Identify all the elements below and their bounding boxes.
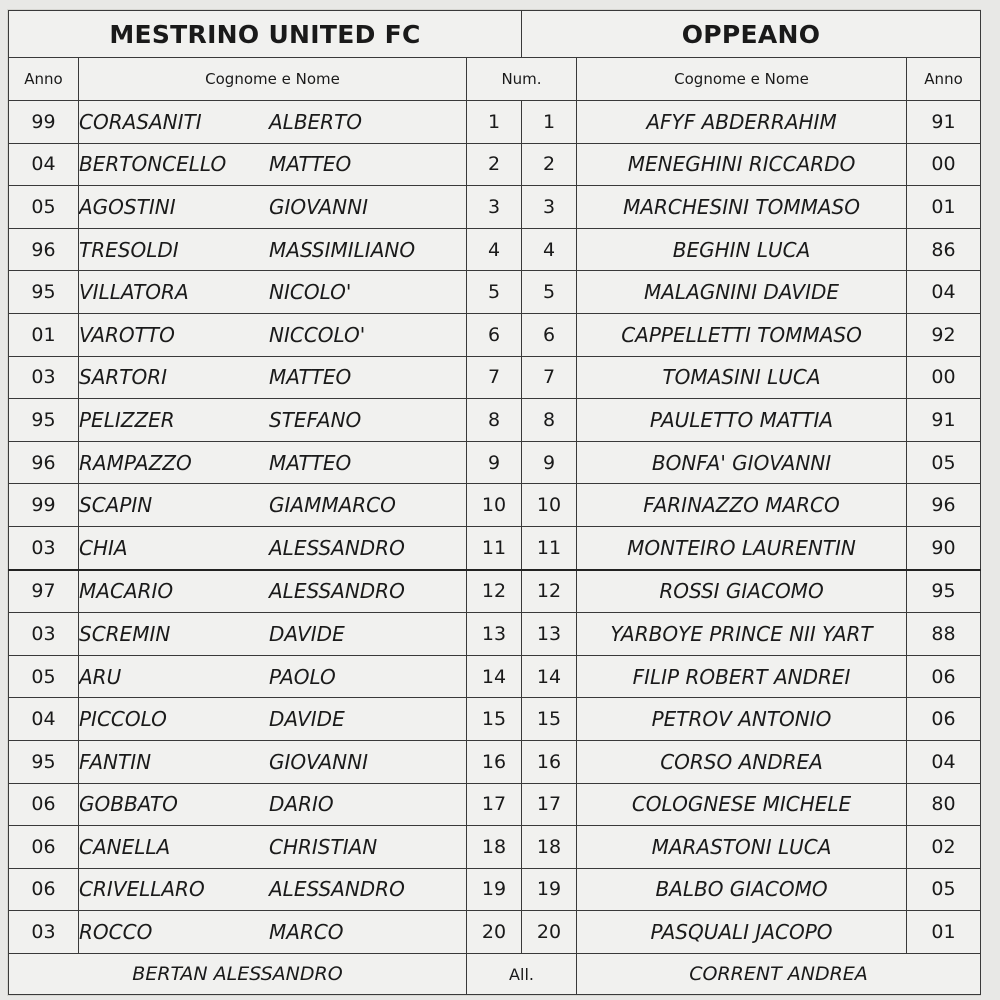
- away-coach: CORRENT ANDREA: [577, 954, 981, 995]
- home-player-year: 96: [9, 228, 79, 271]
- home-player-year: 99: [9, 484, 79, 527]
- away-player-name: BALBO GIACOMO: [577, 868, 907, 911]
- away-player-name: TOMASINI LUCA: [577, 356, 907, 399]
- away-player-number: 13: [522, 613, 577, 656]
- away-player-number: 9: [522, 441, 577, 484]
- away-player-number: 3: [522, 186, 577, 229]
- home-player-firstname: ALESSANDRO: [269, 877, 405, 902]
- away-player-year: 86: [907, 228, 981, 271]
- home-player-number: 14: [467, 655, 522, 698]
- away-player-number: 20: [522, 911, 577, 954]
- home-player-name: [79, 101, 467, 144]
- home-player-surname: FANTIN: [79, 749, 152, 774]
- home-player-name: [79, 484, 467, 527]
- home-player-number: 9: [467, 441, 522, 484]
- away-player-year: 80: [907, 783, 981, 826]
- home-player-firstname: MATTEO: [269, 152, 352, 177]
- home-player-surname: CORASANITI: [79, 109, 202, 134]
- home-player-surname: SARTORI: [79, 365, 168, 390]
- home-player-surname: BERTONCELLO: [79, 152, 227, 177]
- lineup-sheet: [8, 10, 980, 995]
- home-player-firstname: ALESSANDRO: [269, 535, 405, 560]
- home-player-year: 95: [9, 740, 79, 783]
- away-player-number: 2: [522, 143, 577, 186]
- home-player-year: 06: [9, 826, 79, 869]
- home-player-name: [79, 655, 467, 698]
- home-player-firstname: MASSIMILIANO: [269, 237, 416, 262]
- home-player-name: [79, 271, 467, 314]
- home-player-firstname: NICCOLO': [269, 322, 366, 347]
- away-player-name: CAPPELLETTI TOMMASO: [577, 313, 907, 356]
- away-player-name: COLOGNESE MICHELE: [577, 783, 907, 826]
- team-header-row: [9, 11, 981, 58]
- home-player-number: 19: [467, 868, 522, 911]
- home-player-number: 2: [467, 143, 522, 186]
- player-row: [9, 526, 981, 569]
- player-row: [9, 399, 981, 442]
- home-player-number: 7: [467, 356, 522, 399]
- player-row: [9, 484, 981, 527]
- player-row: [9, 698, 981, 741]
- home-player-year: 03: [9, 613, 79, 656]
- away-player-year: 96: [907, 484, 981, 527]
- player-row: [9, 228, 981, 271]
- player-list: [9, 101, 981, 954]
- away-player-name: PASQUALI JACOPO: [577, 911, 907, 954]
- away-player-year: 01: [907, 911, 981, 954]
- away-player-year: 88: [907, 613, 981, 656]
- away-player-number: 15: [522, 698, 577, 741]
- home-player-surname: CRIVELLARO: [79, 877, 205, 902]
- player-row: [9, 313, 981, 356]
- away-player-name: MENEGHINI RICCARDO: [577, 143, 907, 186]
- away-player-number: 16: [522, 740, 577, 783]
- away-player-year: 92: [907, 313, 981, 356]
- home-player-year: 01: [9, 313, 79, 356]
- away-player-name: YARBOYE PRINCE NII YART: [577, 613, 907, 656]
- home-player-name: [79, 868, 467, 911]
- home-player-year: 04: [9, 143, 79, 186]
- home-player-firstname: STEFANO: [269, 407, 362, 432]
- home-player-number: 12: [467, 570, 522, 613]
- away-player-year: 95: [907, 570, 981, 613]
- home-player-year: 97: [9, 570, 79, 613]
- home-player-name: [79, 143, 467, 186]
- away-player-number: 14: [522, 655, 577, 698]
- home-player-firstname: MATTEO: [269, 450, 352, 475]
- away-player-number: 4: [522, 228, 577, 271]
- home-player-firstname: GIOVANNI: [269, 194, 368, 219]
- home-player-surname: ROCCO: [79, 920, 153, 945]
- home-player-name: [79, 826, 467, 869]
- away-player-year: 05: [907, 441, 981, 484]
- home-player-surname: CANELLA: [79, 834, 171, 859]
- home-player-firstname: NICOLO': [269, 280, 352, 305]
- number-header: Num.: [467, 58, 577, 101]
- away-player-number: 12: [522, 570, 577, 613]
- home-player-number: 16: [467, 740, 522, 783]
- player-row: [9, 826, 981, 869]
- home-player-name: [79, 613, 467, 656]
- player-row: [9, 740, 981, 783]
- home-player-name: [79, 356, 467, 399]
- home-player-number: 8: [467, 399, 522, 442]
- home-player-year: 06: [9, 868, 79, 911]
- home-player-surname: PELIZZER: [79, 407, 175, 432]
- away-player-number: 7: [522, 356, 577, 399]
- home-player-name: [79, 783, 467, 826]
- home-player-firstname: ALESSANDRO: [269, 579, 405, 604]
- away-player-year: 04: [907, 271, 981, 314]
- home-player-surname: RAMPAZZO: [79, 450, 192, 475]
- away-player-year: 06: [907, 698, 981, 741]
- home-player-year: 95: [9, 271, 79, 314]
- away-player-year: 90: [907, 526, 981, 569]
- home-player-firstname: MARCO: [269, 920, 344, 945]
- home-player-name: [79, 526, 467, 569]
- home-player-number: 13: [467, 613, 522, 656]
- home-player-surname: ARU: [79, 664, 122, 689]
- home-player-year: 06: [9, 783, 79, 826]
- home-player-year: 95: [9, 399, 79, 442]
- home-player-year: 03: [9, 526, 79, 569]
- home-player-number: 5: [467, 271, 522, 314]
- away-player-name: FARINAZZO MARCO: [577, 484, 907, 527]
- player-row: [9, 570, 981, 613]
- player-row: [9, 911, 981, 954]
- home-player-name: [79, 228, 467, 271]
- away-team-title: OPPEANO: [522, 11, 981, 58]
- home-player-firstname: PAOLO: [269, 664, 336, 689]
- player-row: [9, 271, 981, 314]
- home-player-firstname: CHRISTIAN: [269, 834, 378, 859]
- home-player-surname: SCAPIN: [79, 493, 153, 518]
- home-year-header: Anno: [9, 58, 79, 101]
- away-player-number: 19: [522, 868, 577, 911]
- home-player-firstname: DAVIDE: [269, 707, 345, 732]
- away-player-name: MARASTONI LUCA: [577, 826, 907, 869]
- away-player-name: MONTEIRO LAURENTIN: [577, 526, 907, 569]
- away-year-header: Anno: [907, 58, 981, 101]
- player-row: [9, 783, 981, 826]
- home-player-firstname: DAVIDE: [269, 621, 345, 646]
- away-player-year: 04: [907, 740, 981, 783]
- home-player-surname: CHIA: [79, 535, 128, 560]
- away-player-name: MARCHESINI TOMMASO: [577, 186, 907, 229]
- home-player-name: [79, 399, 467, 442]
- home-player-firstname: ALBERTO: [269, 109, 363, 134]
- home-player-number: 3: [467, 186, 522, 229]
- home-player-firstname: DARIO: [269, 792, 334, 817]
- home-player-year: 99: [9, 101, 79, 144]
- home-team-title: MESTRINO UNITED FC: [9, 11, 522, 58]
- away-player-number: 11: [522, 526, 577, 569]
- away-player-year: 91: [907, 101, 981, 144]
- home-player-name: [79, 186, 467, 229]
- home-name-header: Cognome e Nome: [79, 58, 467, 101]
- away-player-number: 18: [522, 826, 577, 869]
- home-player-name: [79, 698, 467, 741]
- away-player-name: PETROV ANTONIO: [577, 698, 907, 741]
- home-player-name: [79, 313, 467, 356]
- home-player-name: [79, 441, 467, 484]
- player-row: [9, 441, 981, 484]
- away-player-name: BONFA' GIOVANNI: [577, 441, 907, 484]
- home-player-firstname: MATTEO: [269, 365, 352, 390]
- away-player-number: 1: [522, 101, 577, 144]
- home-player-number: 20: [467, 911, 522, 954]
- coach-row: [9, 954, 981, 995]
- home-player-number: 1: [467, 101, 522, 144]
- coach-label: All.: [467, 954, 577, 995]
- away-player-name: ROSSI GIACOMO: [577, 570, 907, 613]
- home-player-surname: TRESOLDI: [79, 237, 179, 262]
- home-player-firstname: GIOVANNI: [269, 749, 368, 774]
- home-player-year: 96: [9, 441, 79, 484]
- home-player-surname: GOBBATO: [79, 792, 178, 817]
- player-row: [9, 868, 981, 911]
- away-player-number: 17: [522, 783, 577, 826]
- lineup-table: [8, 10, 981, 995]
- away-player-number: 8: [522, 399, 577, 442]
- away-player-name: BEGHIN LUCA: [577, 228, 907, 271]
- home-player-year: 04: [9, 698, 79, 741]
- home-player-year: 05: [9, 655, 79, 698]
- away-player-number: 6: [522, 313, 577, 356]
- home-player-number: 10: [467, 484, 522, 527]
- home-player-number: 4: [467, 228, 522, 271]
- home-player-name: [79, 911, 467, 954]
- home-player-number: 17: [467, 783, 522, 826]
- away-name-header: Cognome e Nome: [577, 58, 907, 101]
- home-player-surname: MACARIO: [79, 579, 174, 604]
- player-row: [9, 356, 981, 399]
- away-player-year: 02: [907, 826, 981, 869]
- home-player-surname: VAROTTO: [79, 322, 175, 347]
- home-player-name: [79, 570, 467, 613]
- away-player-name: MALAGNINI DAVIDE: [577, 271, 907, 314]
- home-player-surname: SCREMIN: [79, 621, 171, 646]
- player-row: [9, 613, 981, 656]
- away-player-name: FILIP ROBERT ANDREI: [577, 655, 907, 698]
- away-player-year: 06: [907, 655, 981, 698]
- home-player-number: 15: [467, 698, 522, 741]
- away-player-year: 00: [907, 356, 981, 399]
- away-player-year: 05: [907, 868, 981, 911]
- home-player-name: [79, 740, 467, 783]
- home-player-firstname: GIAMMARCO: [269, 493, 396, 518]
- away-player-number: 10: [522, 484, 577, 527]
- home-player-surname: PICCOLO: [79, 707, 167, 732]
- player-row: [9, 143, 981, 186]
- home-player-year: 03: [9, 356, 79, 399]
- home-player-year: 03: [9, 911, 79, 954]
- away-player-name: CORSO ANDREA: [577, 740, 907, 783]
- away-player-name: PAULETTO MATTIA: [577, 399, 907, 442]
- home-player-year: 05: [9, 186, 79, 229]
- home-player-surname: VILLATORA: [79, 280, 189, 305]
- away-player-year: 91: [907, 399, 981, 442]
- player-row: [9, 186, 981, 229]
- home-player-number: 11: [467, 526, 522, 569]
- column-header-row: [9, 58, 981, 101]
- home-player-number: 6: [467, 313, 522, 356]
- away-player-number: 5: [522, 271, 577, 314]
- home-player-number: 18: [467, 826, 522, 869]
- player-row: [9, 655, 981, 698]
- away-player-name: AFYF ABDERRAHIM: [577, 101, 907, 144]
- player-row: [9, 101, 981, 144]
- away-player-year: 00: [907, 143, 981, 186]
- home-player-surname: AGOSTINI: [79, 194, 176, 219]
- home-coach: BERTAN ALESSANDRO: [9, 954, 467, 995]
- away-player-year: 01: [907, 186, 981, 229]
